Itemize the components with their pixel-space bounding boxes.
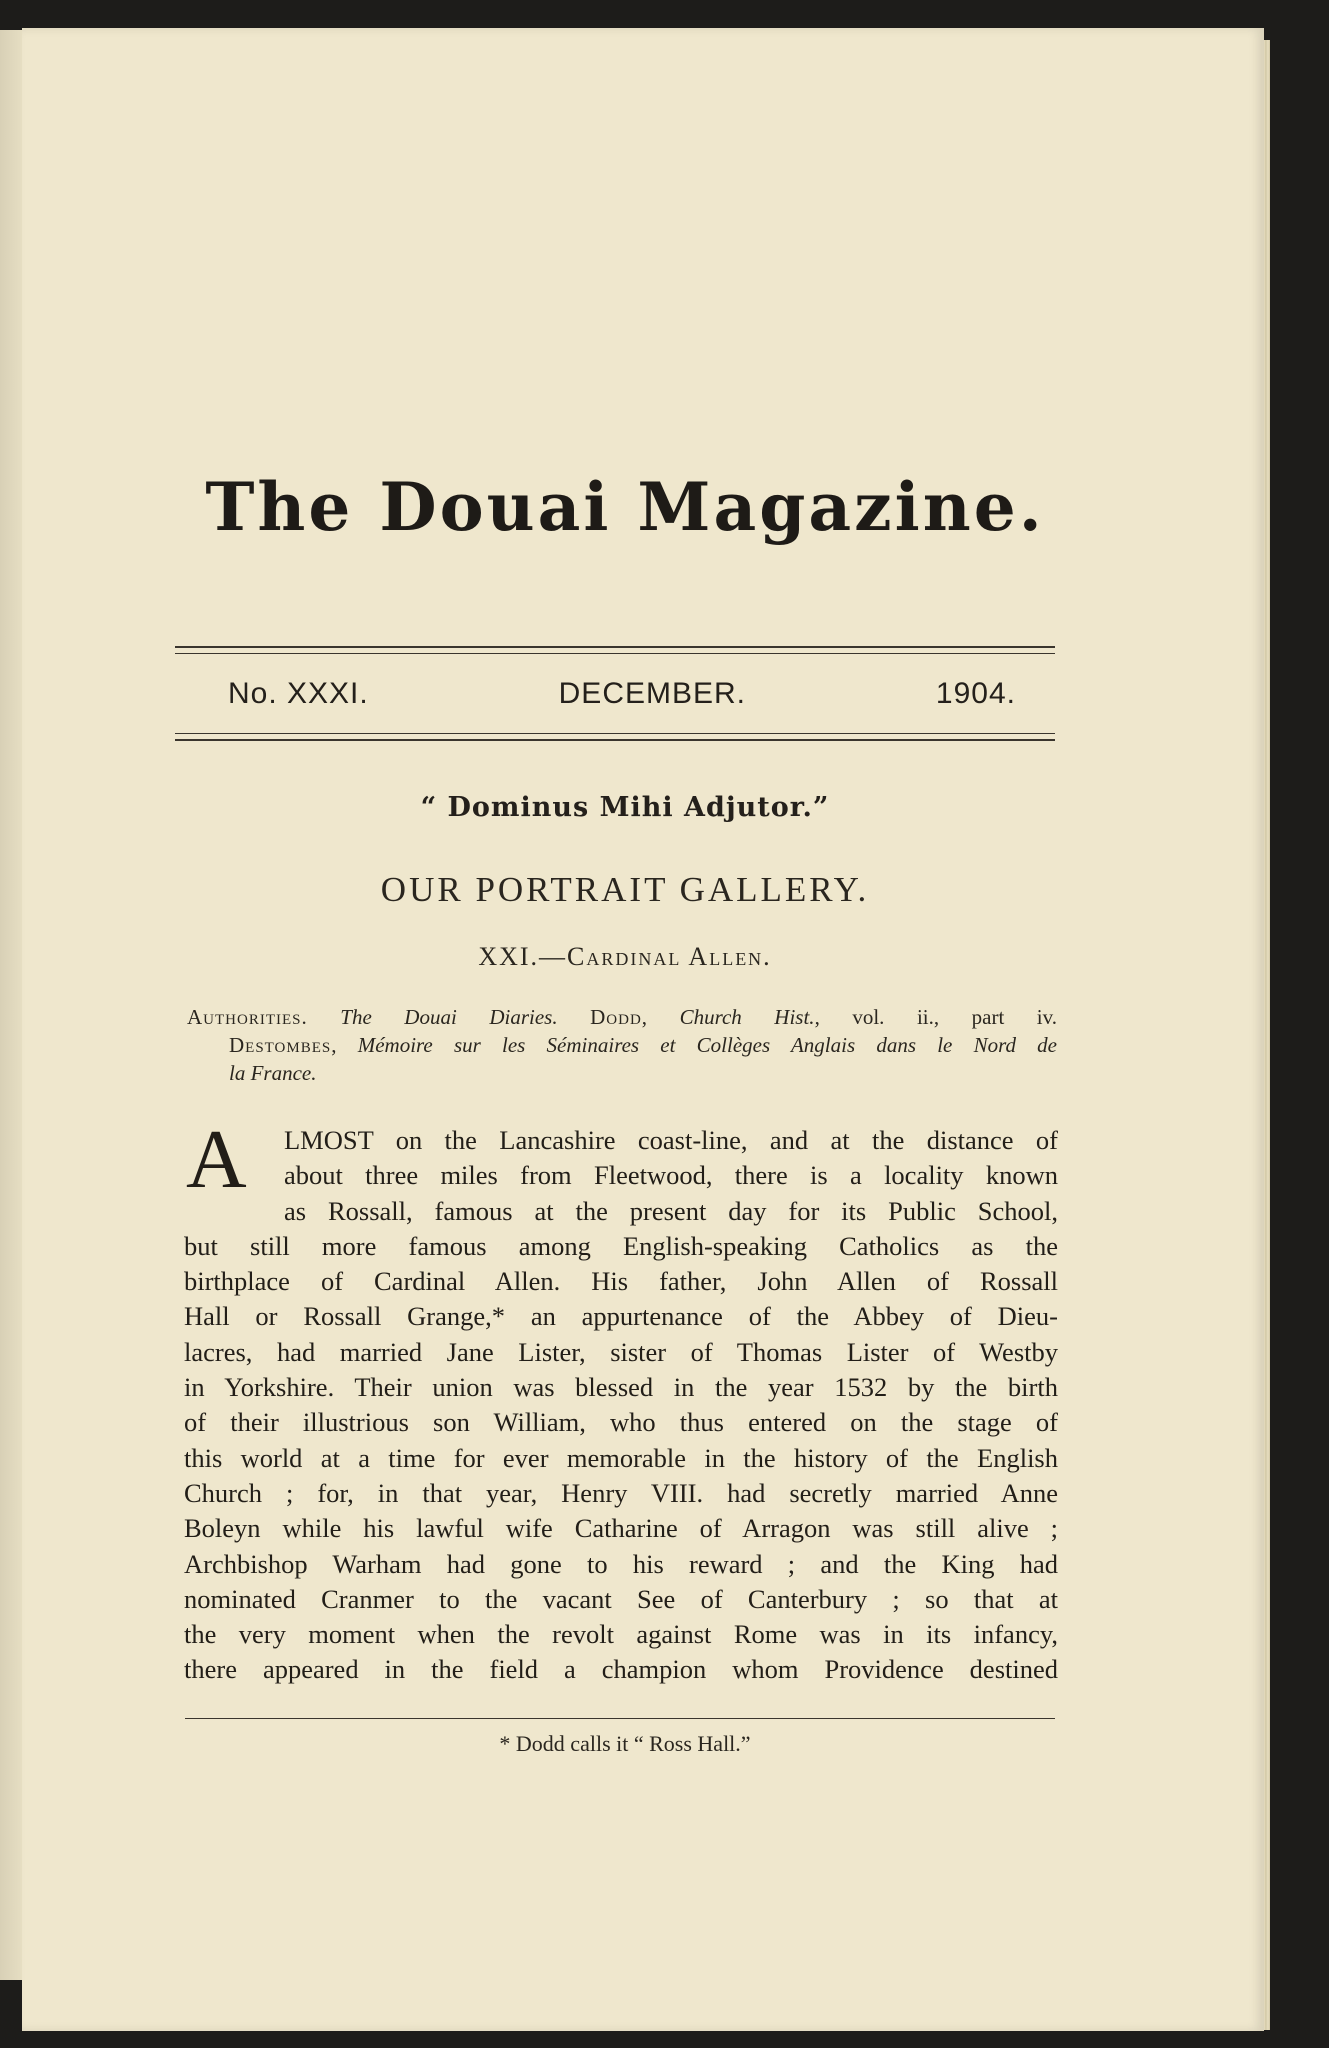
double-rule-top bbox=[175, 646, 1055, 654]
authorities.line2-run: Mémoire sur les Séminaires et Collèges Anglais dans le Nord de bbox=[357, 1033, 1058, 1057]
body-line: about three miles from Fleetwood, there is a locality known bbox=[284, 1160, 1058, 1191]
authorities-line-3 bbox=[187, 1059, 1057, 1087]
body-line: LMOST on the Lancashire coast-line, and at the distance of bbox=[284, 1125, 1058, 1155]
double-rule-bottom bbox=[175, 733, 1055, 741]
authorities.line1-run: Dodd bbox=[590, 1005, 642, 1029]
issue-year: 1904. bbox=[935, 677, 1016, 710]
body-line: but still more famous among English-speaking Catholics as the bbox=[184, 1230, 1058, 1261]
issue-number: No. XXXI. bbox=[228, 677, 369, 710]
magazine-title: The Douai Magazine. bbox=[205, 468, 1045, 546]
body-line: birthplace of Cardinal Allen. His father, John Allen of Rossall bbox=[184, 1266, 1058, 1297]
issue-month: DECEMBER. bbox=[558, 677, 746, 710]
section-title: OUR PORTRAIT GALLERY. bbox=[380, 870, 870, 909]
body-line: in Yorkshire. Their union was blessed in the year 1532 by the birth bbox=[184, 1372, 1058, 1403]
authorities-line-1 bbox=[187, 1003, 1057, 1031]
authorities.line2-run: Destombes bbox=[229, 1033, 332, 1057]
motto: “ Dominus Mihi Adjutor.” bbox=[420, 792, 830, 823]
body-line: Boleyn while his lawful wife Catharine of Arragon was still alive ; bbox=[184, 1513, 1058, 1544]
authorities.line1-run bbox=[558, 1005, 591, 1029]
authorities-label: Authorities. bbox=[187, 1005, 308, 1029]
authorities.line1-run: Church Hist. bbox=[679, 1005, 815, 1029]
authorities.line3-run: la France. bbox=[229, 1061, 317, 1085]
body-line: Hall or Rossall Grange,* an appurtenance of the Abbey of Dieu- bbox=[184, 1301, 1058, 1332]
authorities.line2-run: , bbox=[331, 1033, 358, 1057]
authorities.line1-run: , bbox=[641, 1005, 680, 1029]
article-title: XXI.—Cardinal Allen. bbox=[478, 942, 772, 971]
body-paragraph bbox=[184, 1123, 1058, 1688]
body-line: the very moment when the revolt against Rome was in its infancy, bbox=[184, 1619, 1058, 1650]
body-line: this world at a time for ever memorable in the history of the English bbox=[184, 1442, 1058, 1473]
authorities.line1-run: The Douai Diaries. bbox=[340, 1005, 558, 1029]
body-line: lacres, had married Jane Lister, sister of Thomas Lister of Westby bbox=[184, 1336, 1058, 1367]
authorities-line-2 bbox=[187, 1031, 1057, 1059]
footnote: * Dodd calls it “ Ross Hall.” bbox=[499, 1731, 751, 1756]
authorities bbox=[187, 1003, 1057, 1087]
issue-line bbox=[228, 677, 1016, 711]
body-line: as Rossall, famous at the present day for its Public School, bbox=[284, 1195, 1058, 1226]
body-line: of their illustrious son William, who thus entered on the stage of bbox=[184, 1407, 1058, 1438]
body-line: nominated Cranmer to the vacant See of Canterbury ; so that at bbox=[184, 1583, 1058, 1614]
authorities.line1-run: , vol. ii., part iv. bbox=[814, 1005, 1058, 1029]
body-line: Archbishop Warham had gone to his reward ; and the King had bbox=[184, 1548, 1058, 1579]
drop-cap: A bbox=[186, 1113, 247, 1206]
body-line: Church ; for, in that year, Henry VIII. had secretly married Anne bbox=[184, 1477, 1058, 1508]
footnote-rule bbox=[185, 1718, 1055, 1719]
body-line: there appeared in the field a champion whom Providence destined bbox=[184, 1654, 1058, 1685]
